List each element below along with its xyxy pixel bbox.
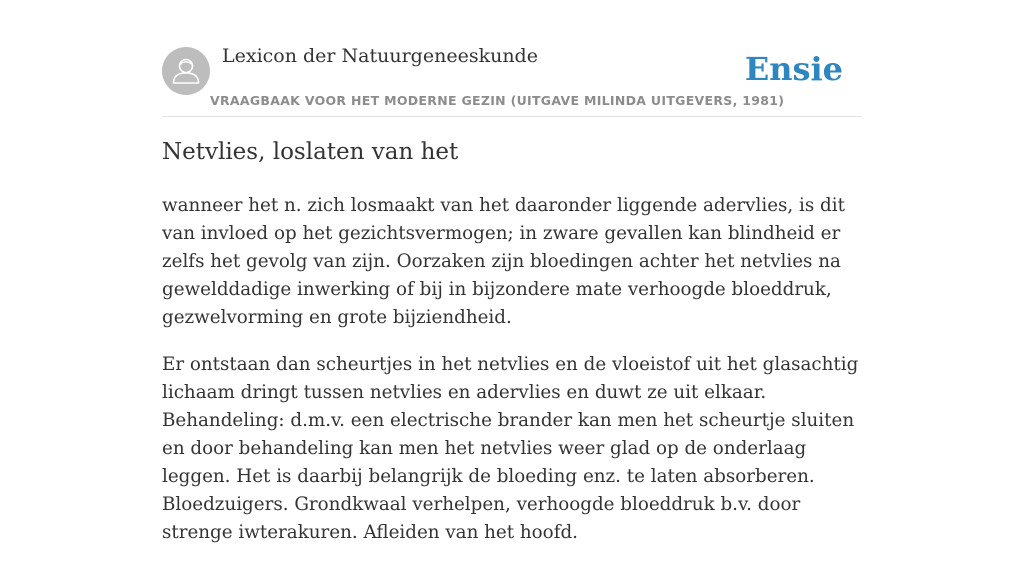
brand-logo[interactable]: Ensie (744, 50, 843, 88)
entry-title: Netvlies, loslaten van het (162, 139, 459, 165)
source-subtitle: VRAAGBAAK VOOR HET MODERNE GEZIN (UITGAVE MILINDA UITGEVERS, 1981) (210, 93, 785, 108)
source-title[interactable]: Lexicon der Natuurgeneeskunde (222, 45, 538, 67)
user-avatar-icon[interactable] (162, 47, 210, 95)
entry-body (162, 192, 862, 566)
entry-paragraph: Er ontstaan dan scheurtjes in het netvlies en de vloeistof uit het glasachtig lichaam dringt tussen netvlies en adervlies en duwt ze uit elkaar. Behandeling: d.m.v. een electrische brander kan men het scheurtje sluiten en door behandeling kan men het netvlies weer glad op de onderlaag leggen. Het is daarbij belangrijk de bloeding enz. te laten absorberen. Bloedzuigers. Grondkwaal verhelpen, verhoogde bloeddruk b.v. door strenge iwterakuren. Afleiden van het hoofd. (162, 354, 859, 543)
entry-paragraph: wanneer het n. zich losmaakt van het daaronder liggende adervlies, is dit van invloed op het gezichtsvermogen; in zware gevallen kan blindheid er zelfs het gevolg van zijn. Oorzaken zijn bloedingen achter het netvlies na gewelddadige inwerking of bij in bijzondere mate verhoogde bloeddruk, gezwelvorming en grote bijziendheid. (162, 195, 845, 328)
source-header (162, 44, 862, 117)
